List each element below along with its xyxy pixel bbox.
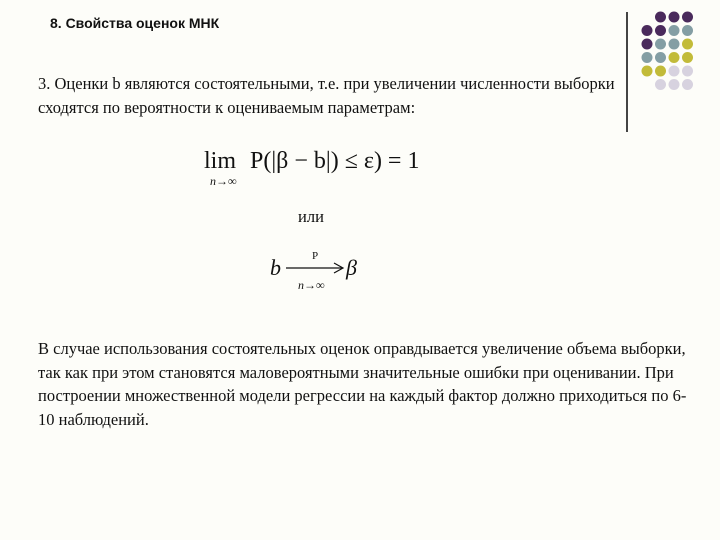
decor-dot — [669, 12, 680, 23]
decor-dot — [682, 66, 693, 77]
decor-dot — [669, 25, 680, 36]
decor-dot — [655, 52, 666, 63]
decor-dot — [669, 66, 680, 77]
conv-left: b — [270, 255, 281, 280]
decor-dot — [642, 52, 653, 63]
decor-dot — [682, 39, 693, 50]
decor-dot — [655, 25, 666, 36]
slide-title: 8. Свойства оценок МНК — [50, 15, 220, 31]
decor-dot — [682, 79, 693, 90]
conv-under: n→∞ — [298, 278, 325, 292]
decor-dot — [655, 39, 666, 50]
limit-formula — [198, 140, 438, 195]
conv-right: β — [346, 255, 357, 280]
decor-dot — [655, 12, 666, 23]
decor-dot — [682, 52, 693, 63]
decor-dot — [642, 39, 653, 50]
decor-dot — [682, 12, 693, 23]
decor-dot — [642, 25, 653, 36]
decor-dot — [655, 66, 666, 77]
paragraph-consistency: 3. Оценки b являются состоятельными, т.е. при увеличении численности выборки сходятся по вероятности к оцениваемым параметрам: — [38, 74, 615, 117]
decor-dot — [669, 39, 680, 50]
decor-dot — [642, 66, 653, 77]
decor-dot — [682, 25, 693, 36]
paragraph-sample-size: В случае использования состоятельных оценок оправдывается увеличение объема выборки, так как при этом становятся маловероятными значительные ошибки при оценивании. При построении множественной модели регрессии на каждый фактор должно приходиться по 6-10 наблюдений. — [38, 339, 687, 429]
decor-dot — [655, 79, 666, 90]
lim-text: lim — [204, 148, 237, 174]
lim-subscript: n→∞ — [210, 174, 237, 188]
convergence-formula — [270, 245, 390, 298]
decor-dot — [669, 52, 680, 63]
conv-over: P — [312, 250, 319, 262]
or-text: или — [298, 207, 324, 226]
decor-dot — [669, 79, 680, 90]
formula-body: P(|β − b|) ≤ ε) = 1 — [250, 148, 420, 174]
